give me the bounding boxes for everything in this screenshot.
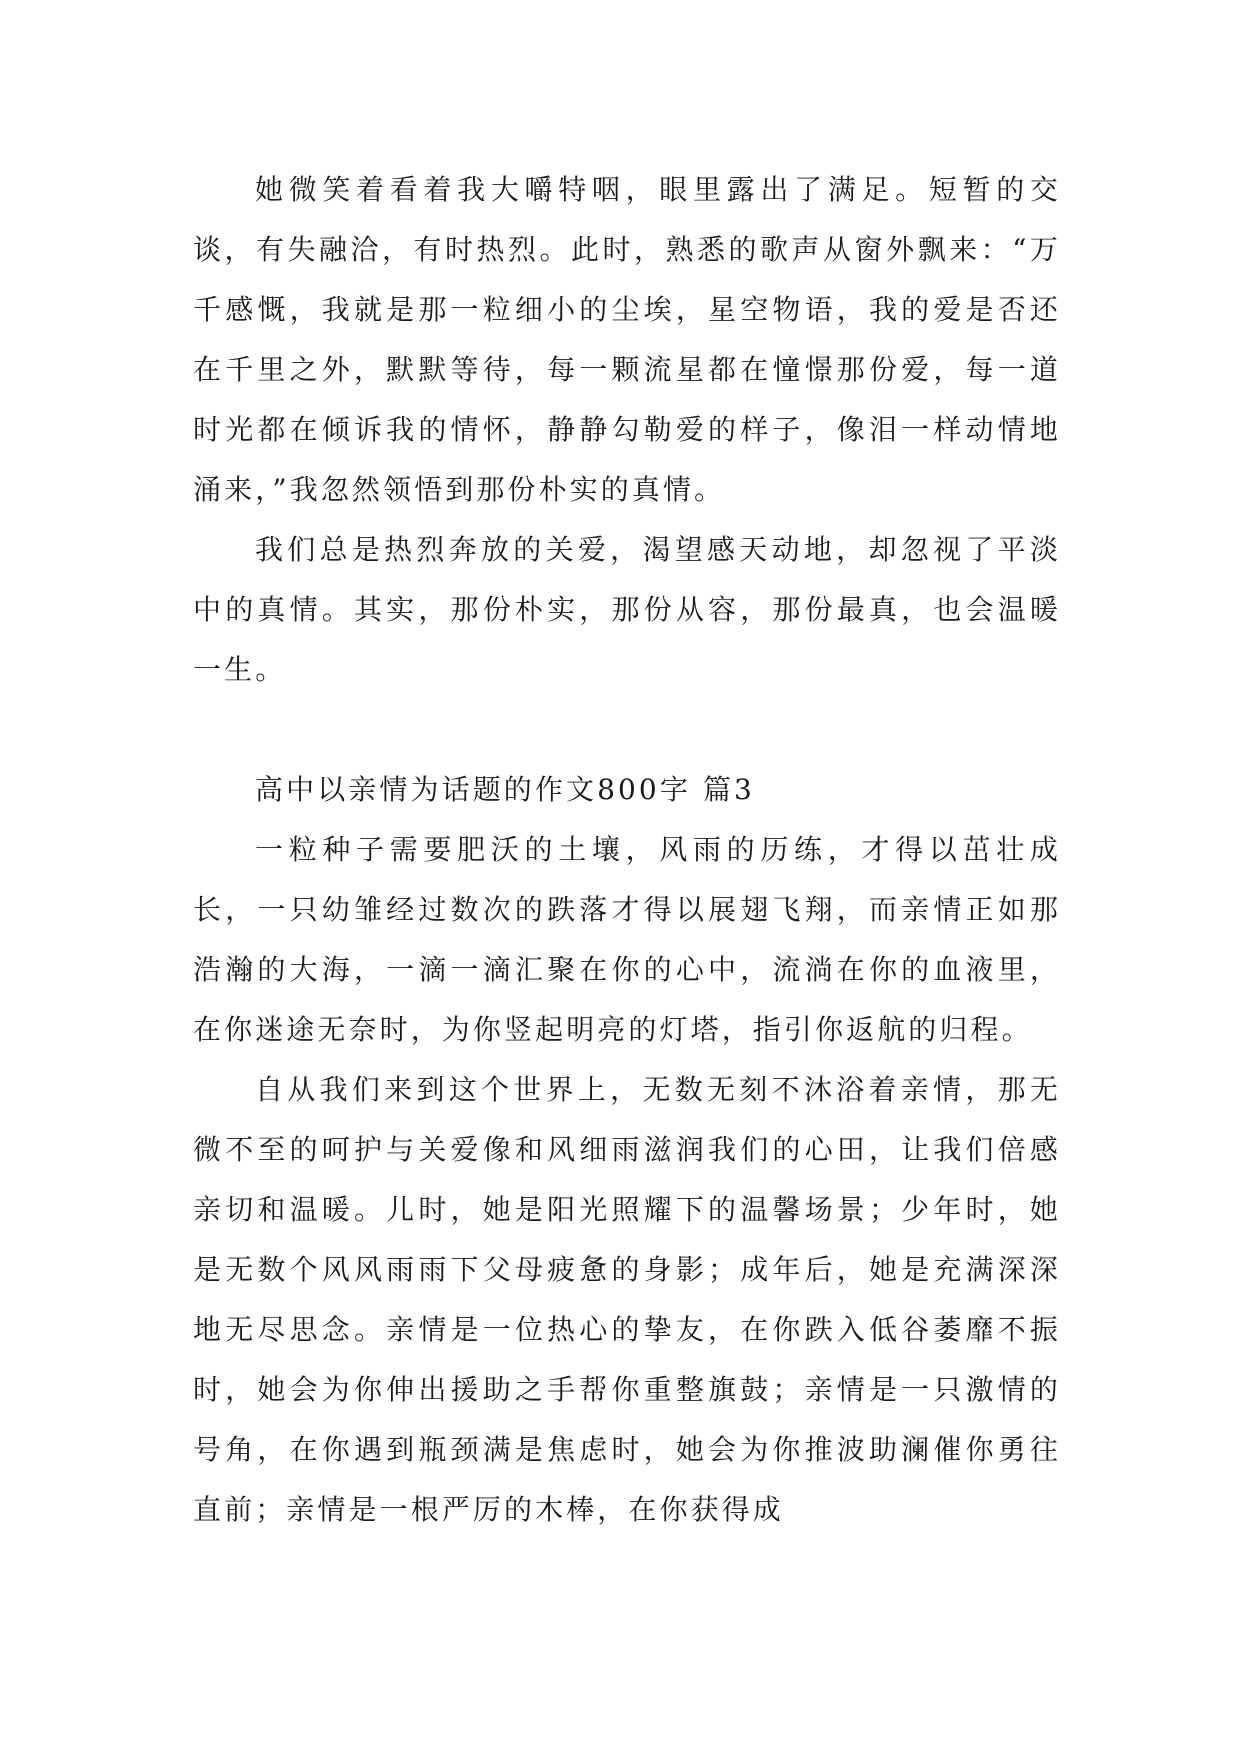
paragraph: 自从我们来到这个世界上，无数无刻不沐浴着亲情，那无微不至的呵护与关爱像和风细雨滋润我们的心田，让我们倍感亲切和温暖。儿时，她是阳光照耀下的温馨场景；少年时，她是无数个风风雨雨下父母疲惫的身影；成年后，她是充满深深地无尽思念。亲情是一位热心的挚友，在你跌入低谷萎靡不振时，她会为你伸出援助之手帮你重整旗鼓；亲情是一只激情的号角，在你遇到瓶颈满是焦虑时，她会为你推波助澜催你勇往直前；亲情是一根严厉的木棒，在你获得成 xyxy=(193,1073,1061,1526)
section-heading: 高中以亲情为话题的作文800字 篇3 xyxy=(255,773,755,806)
paragraph: 她微笑着看着我大嚼特咽，眼里露出了满足。短暂的交谈，有失融洽，有时热烈。此时，熟悉的歌声从窗外飘来：“万千感慨，我就是那一粒细小的尘埃，星空物语，我的爱是否还在千里之外，默默等待，每一颗流星都在憧憬那份爱，每一道时光都在倾诉我的情怀，静静勾勒爱的样子，像泪一样动情地涌来，”我忽然领悟到那份朴实的真情。 xyxy=(193,173,1061,506)
paragraph: 一粒种子需要肥沃的土壤，风雨的历练，才得以茁壮成长，一只幼雏经过数次的跌落才得以展翅飞翔，而亲情正如那浩瀚的大海，一滴一滴汇聚在你的心中，流淌在你的血液里，在你迷途无奈时，为你竖起明亮的灯塔，指引你返航的归程。 xyxy=(193,833,1061,1046)
document-body xyxy=(193,160,1061,1540)
section-spacer xyxy=(193,700,1061,760)
paragraph: 我们总是热烈奔放的关爱，渴望感天动地，却忽视了平淡中的真情。其实，那份朴实，那份从容，那份最真，也会温暖一生。 xyxy=(193,533,1061,686)
